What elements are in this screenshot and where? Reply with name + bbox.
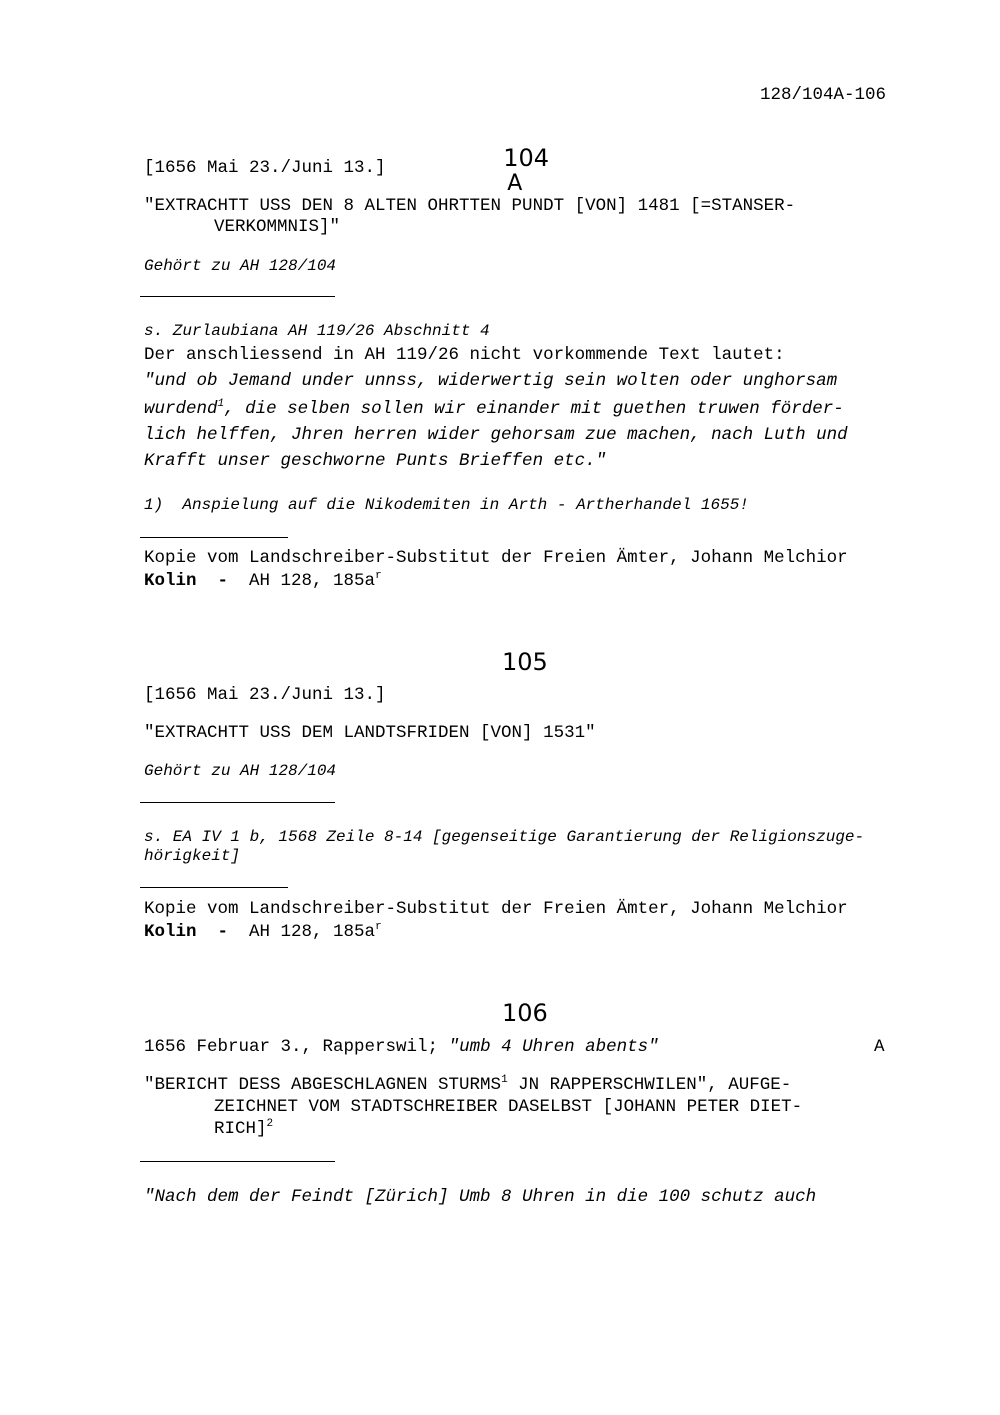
page-reference: 128/104A-106 xyxy=(760,85,887,105)
superscript: r xyxy=(375,921,382,933)
doc106-title-line1 xyxy=(144,1074,792,1095)
superscript: r xyxy=(375,570,382,582)
doc105-belongs-to: Gehört zu AH 128/104 xyxy=(144,762,337,780)
doc106-title-line3 xyxy=(214,1118,274,1139)
doc106-date xyxy=(144,1039,659,1057)
doc105-copy-line1: Kopie vom Landschreiber-Substitut der Freien Ämter, Johann Melchior xyxy=(144,899,848,919)
title-text: "BERICHT DESS ABGESCHLAGNEN STURMS xyxy=(144,1075,502,1095)
doc105-date: [1656 Mai 23./Juni 13.] xyxy=(144,685,386,705)
title-text: RICH] xyxy=(214,1119,267,1139)
divider xyxy=(140,537,288,538)
date-text: 1656 Februar 3., Rapperswil; xyxy=(144,1037,449,1057)
doc104-quote-line4: Krafft unser geschworne Punts Brieffen etc." xyxy=(144,451,607,471)
divider xyxy=(140,802,335,803)
time-text: "umb 4 Uhren abents" xyxy=(448,1037,659,1057)
doc-number-104 xyxy=(488,122,549,195)
doc-number-106: 106 xyxy=(502,999,548,1027)
doc105-copy-line2 xyxy=(144,921,382,942)
dash: - xyxy=(196,571,250,591)
copyist-name: Kolin xyxy=(144,922,197,942)
doc104-title-line1: "EXTRACHTT USS DEN 8 ALTEN OHRTTEN PUNDT [VON] 1481 [=STANSER- xyxy=(144,196,796,216)
doc104-intro: Der anschliessend in AH 119/26 nicht vorkommende Text lautet: xyxy=(144,345,785,365)
doc104-footnote: 1) Anspielung auf die Nikodemiten in Arth - Artherhandel 1655! xyxy=(144,496,749,514)
doc-number: 104 xyxy=(503,144,550,172)
doc104-copy-line2 xyxy=(144,570,382,591)
doc-letter: A xyxy=(507,171,523,196)
doc106-title-line2: ZEICHNET VOM STADTSCHREIBER DASELBST [JOHANN PETER DIET- xyxy=(214,1097,803,1117)
copyist-name: Kolin xyxy=(144,571,197,591)
doc104-quote-line2 xyxy=(144,398,844,419)
doc104-title-line2: VERKOMMNIS]" xyxy=(214,217,341,237)
quote-text: wurdend xyxy=(144,399,218,419)
dash: - xyxy=(196,922,250,942)
doc105-reference-line2: hörigkeit] xyxy=(144,847,241,865)
archive-reference: AH 128, 185a xyxy=(249,571,376,591)
divider xyxy=(140,887,288,888)
doc106-text-line1: "Nach dem der Feindt [Zürich] Umb 8 Uhren in die 100 schutz auch xyxy=(144,1187,817,1207)
doc104-quote-line1: "und ob Jemand under unnss, widerwertig sein wolten oder unghorsam xyxy=(144,371,838,391)
footnote-marker: 2 xyxy=(266,1118,274,1130)
doc105-reference-line1: s. EA IV 1 b, 1568 Zeile 8-14 [gegenseitige Garantierung der Religionszuge- xyxy=(144,828,865,846)
doc104-date: [1656 Mai 23./Juni 13.] xyxy=(144,158,386,178)
doc104-quote-line3: lich helffen, Jhren herren wider gehorsam zue machen, nach Luth und xyxy=(144,425,848,445)
doc106-letter: A xyxy=(874,1037,885,1057)
archive-reference: AH 128, 185a xyxy=(249,922,376,942)
footnote-marker: 1 xyxy=(501,1074,508,1086)
quote-text: , die selben sollen wir einander mit guethen truwen förder- xyxy=(224,399,844,419)
footnote-marker: 1 xyxy=(217,398,225,410)
divider xyxy=(140,296,335,297)
doc104-belongs-to: Gehört zu AH 128/104 xyxy=(144,257,337,275)
title-text: JN RAPPERSCHWILEN", AUFGE- xyxy=(507,1075,792,1095)
doc104-copy-line1: Kopie vom Landschreiber-Substitut der Freien Ämter, Johann Melchior xyxy=(144,548,848,568)
divider xyxy=(140,1161,335,1162)
doc-number-105: 105 xyxy=(502,648,548,676)
doc104-reference-note: s. Zurlaubiana AH 119/26 Abschnitt 4 xyxy=(144,322,490,340)
doc105-title: "EXTRACHTT USS DEM LANDTSFRIDEN [VON] 1531" xyxy=(144,723,596,743)
